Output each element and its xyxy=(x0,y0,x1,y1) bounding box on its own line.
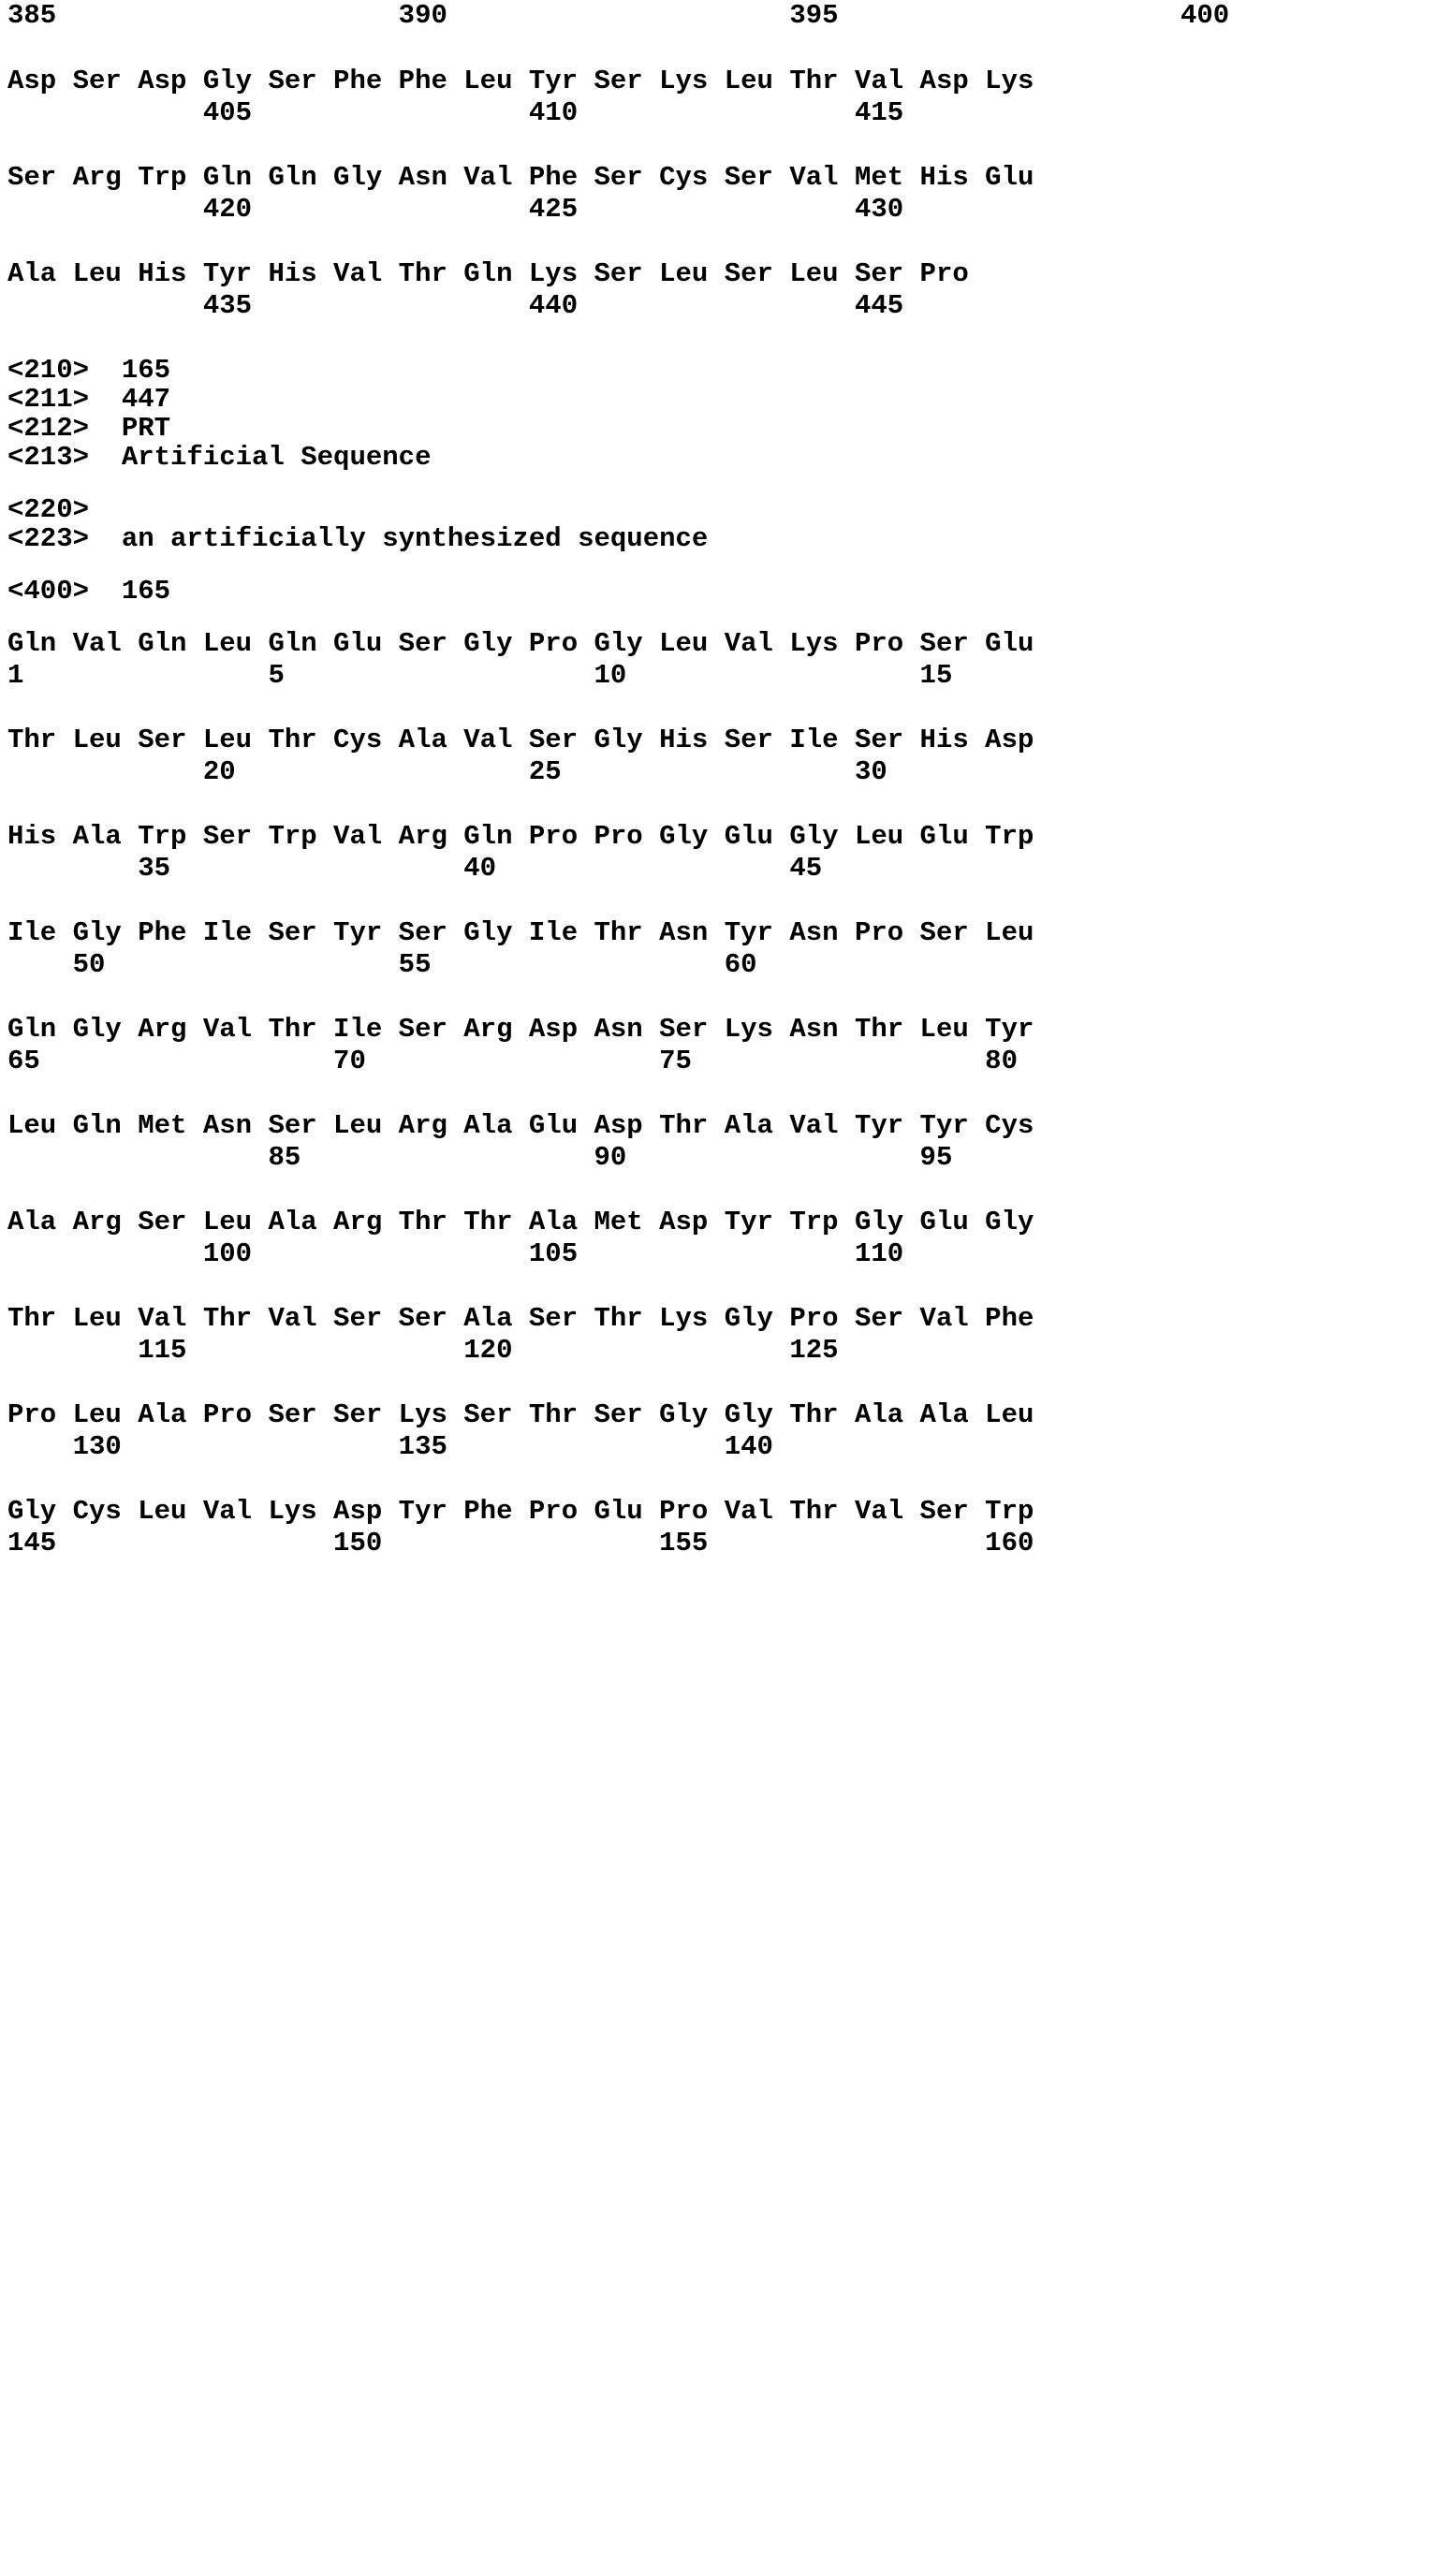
number-row-1-15: 1 5 10 15 xyxy=(7,660,953,691)
residue-row-129: Pro Leu Ala Pro Ser Ser Lys Ser Thr Ser Gly Gly Thr Ala Ala Leu xyxy=(7,1399,1034,1430)
tag-212: <212> PRT xyxy=(7,413,171,444)
number-row-50-60: 50 55 60 xyxy=(7,949,757,980)
number-ruler-385-400: 385 390 395 400 xyxy=(7,0,1230,31)
tag-400: <400> 165 xyxy=(7,576,171,607)
number-row-20-30: 20 25 30 xyxy=(7,756,887,787)
number-row-405-415: 405 410 415 xyxy=(7,97,904,128)
number-row-115-125: 115 120 125 xyxy=(7,1335,839,1366)
number-row-130-140: 130 135 140 xyxy=(7,1431,773,1462)
residue-row-33: His Ala Trp Ser Trp Val Arg Gln Pro Pro Gly Glu Gly Leu Glu Trp xyxy=(7,821,1034,852)
residue-row-401: Ser Arg Trp Gln Gln Gly Asn Val Phe Ser Cys Ser Val Met His Glu xyxy=(7,162,1034,193)
number-row-420-430: 420 425 430 xyxy=(7,194,904,225)
number-row-85-95: 85 90 95 xyxy=(7,1142,953,1173)
number-row-435-445: 435 440 445 xyxy=(7,290,904,321)
tag-210: <210> 165 xyxy=(7,355,171,386)
residue-row-65: Gln Gly Arg Val Thr Ile Ser Arg Asp Asn Ser Lys Asn Thr Leu Tyr xyxy=(7,1014,1034,1045)
tag-213: <213> Artificial Sequence xyxy=(7,442,432,473)
residue-row-49: Ile Gly Phe Ile Ser Tyr Ser Gly Ile Thr Asn Tyr Asn Pro Ser Leu xyxy=(7,917,1034,948)
tag-220: <220> xyxy=(7,494,90,525)
number-row-100-110: 100 105 110 xyxy=(7,1238,904,1269)
residue-row-17: Thr Leu Ser Leu Thr Cys Ala Val Ser Gly His Ser Ile Ser His Asp xyxy=(7,724,1034,755)
residue-row-145: Gly Cys Leu Val Lys Asp Tyr Phe Pro Glu Pro Val Thr Val Ser Trp xyxy=(7,1496,1034,1527)
residue-row-385: Asp Ser Asp Gly Ser Phe Phe Leu Tyr Ser Lys Leu Thr Val Asp Lys xyxy=(7,66,1034,96)
residue-row-81: Leu Gln Met Asn Ser Leu Arg Ala Glu Asp Thr Ala Val Tyr Tyr Cys xyxy=(7,1110,1034,1141)
residue-row-433: Ala Leu His Tyr His Val Thr Gln Lys Ser Leu Ser Leu Ser Pro xyxy=(7,258,969,289)
number-row-65-80: 65 70 75 80 xyxy=(7,1046,1018,1076)
number-row-35-45: 35 40 45 xyxy=(7,853,823,884)
residue-row-113: Thr Leu Val Thr Val Ser Ser Ala Ser Thr Lys Gly Pro Ser Val Phe xyxy=(7,1303,1034,1334)
tag-211: <211> 447 xyxy=(7,384,171,415)
tag-223: <223> an artificially synthesized sequence xyxy=(7,523,709,554)
residue-row-1: Gln Val Gln Leu Gln Glu Ser Gly Pro Gly Leu Val Lys Pro Ser Glu xyxy=(7,628,1034,659)
number-row-145-160: 145 150 155 160 xyxy=(7,1528,1034,1559)
residue-row-97: Ala Arg Ser Leu Ala Arg Thr Thr Ala Met Asp Tyr Trp Gly Glu Gly xyxy=(7,1207,1034,1237)
